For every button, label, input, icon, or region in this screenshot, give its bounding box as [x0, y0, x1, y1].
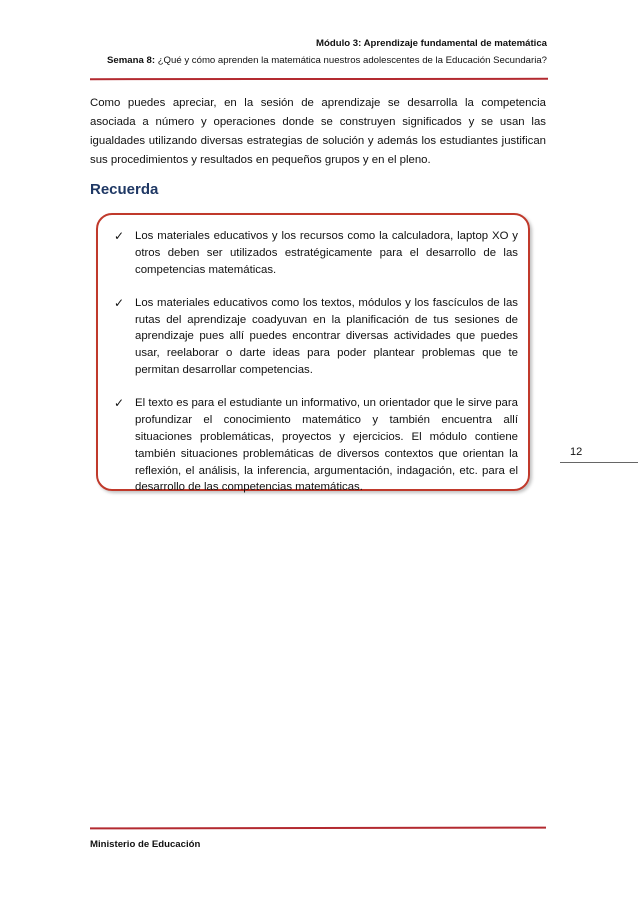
checkmark-icon: ✓	[114, 295, 125, 310]
page-number: 12	[570, 446, 583, 458]
checkmark-icon: ✓	[114, 396, 125, 411]
remember-item	[114, 395, 518, 496]
header-week-text: ¿Qué y cómo aprenden la matemática nuestros adolescentes de la Educación Secundaria?	[157, 55, 547, 66]
remember-item-text: El texto es para el estudiante un informativo, un orientador que le sirve para profundizar el conocimiento matemático y también encuentra allí situaciones problemáticas, proyectos y ejercicios. El módulo contiene también situaciones problemáticas de diversos contextos que orientan la reflexión, el análisis, la inferencia, argumentación, indagación, etc. para el desarrollo de las competencias matemáticas.	[135, 397, 518, 494]
header-week-title	[107, 55, 547, 66]
intro-paragraph: Como puedes apreciar, en la sesión de aprendizaje se desarrolla la competencia asociada a número y operaciones donde se construyen significados y se usan las igualdades utilizando diversas estrategias de solución y además los estudiantes justifican sus procedimientos y resultados en pequeños grupos y en el pleno.	[90, 97, 546, 166]
remember-list	[114, 228, 518, 513]
remember-item	[114, 228, 518, 278]
header-week-label: Semana 8:	[107, 55, 156, 66]
remember-item-text: Los materiales educativos y los recursos como la calculadora, laptop XO y otros deben ser utilizados estratégicamente para el desarrollo de las competencias matemáticas.	[135, 230, 518, 276]
footer-divider	[90, 827, 546, 830]
section-title-recuerda: Recuerda	[90, 181, 159, 198]
footer-publisher: Ministerio de Educación	[90, 839, 201, 850]
header-module-title: Módulo 3: Aprendizaje fundamental de matemática	[316, 38, 547, 49]
remember-item-text: Los materiales educativos como los textos, módulos y los fascículos de las rutas del aprendizaje coadyuvan en la planificación de tus sesiones de aprendizaje pues allí puedes encontrar diversas actividades que puedes usar, reelaborar o darte ideas para poder plantear problemas que te permitan desarrollar competencias.	[135, 296, 518, 377]
remember-item	[114, 295, 518, 379]
checkmark-icon: ✓	[114, 229, 125, 243]
page-number-divider	[560, 462, 638, 463]
header-divider	[90, 78, 548, 80]
